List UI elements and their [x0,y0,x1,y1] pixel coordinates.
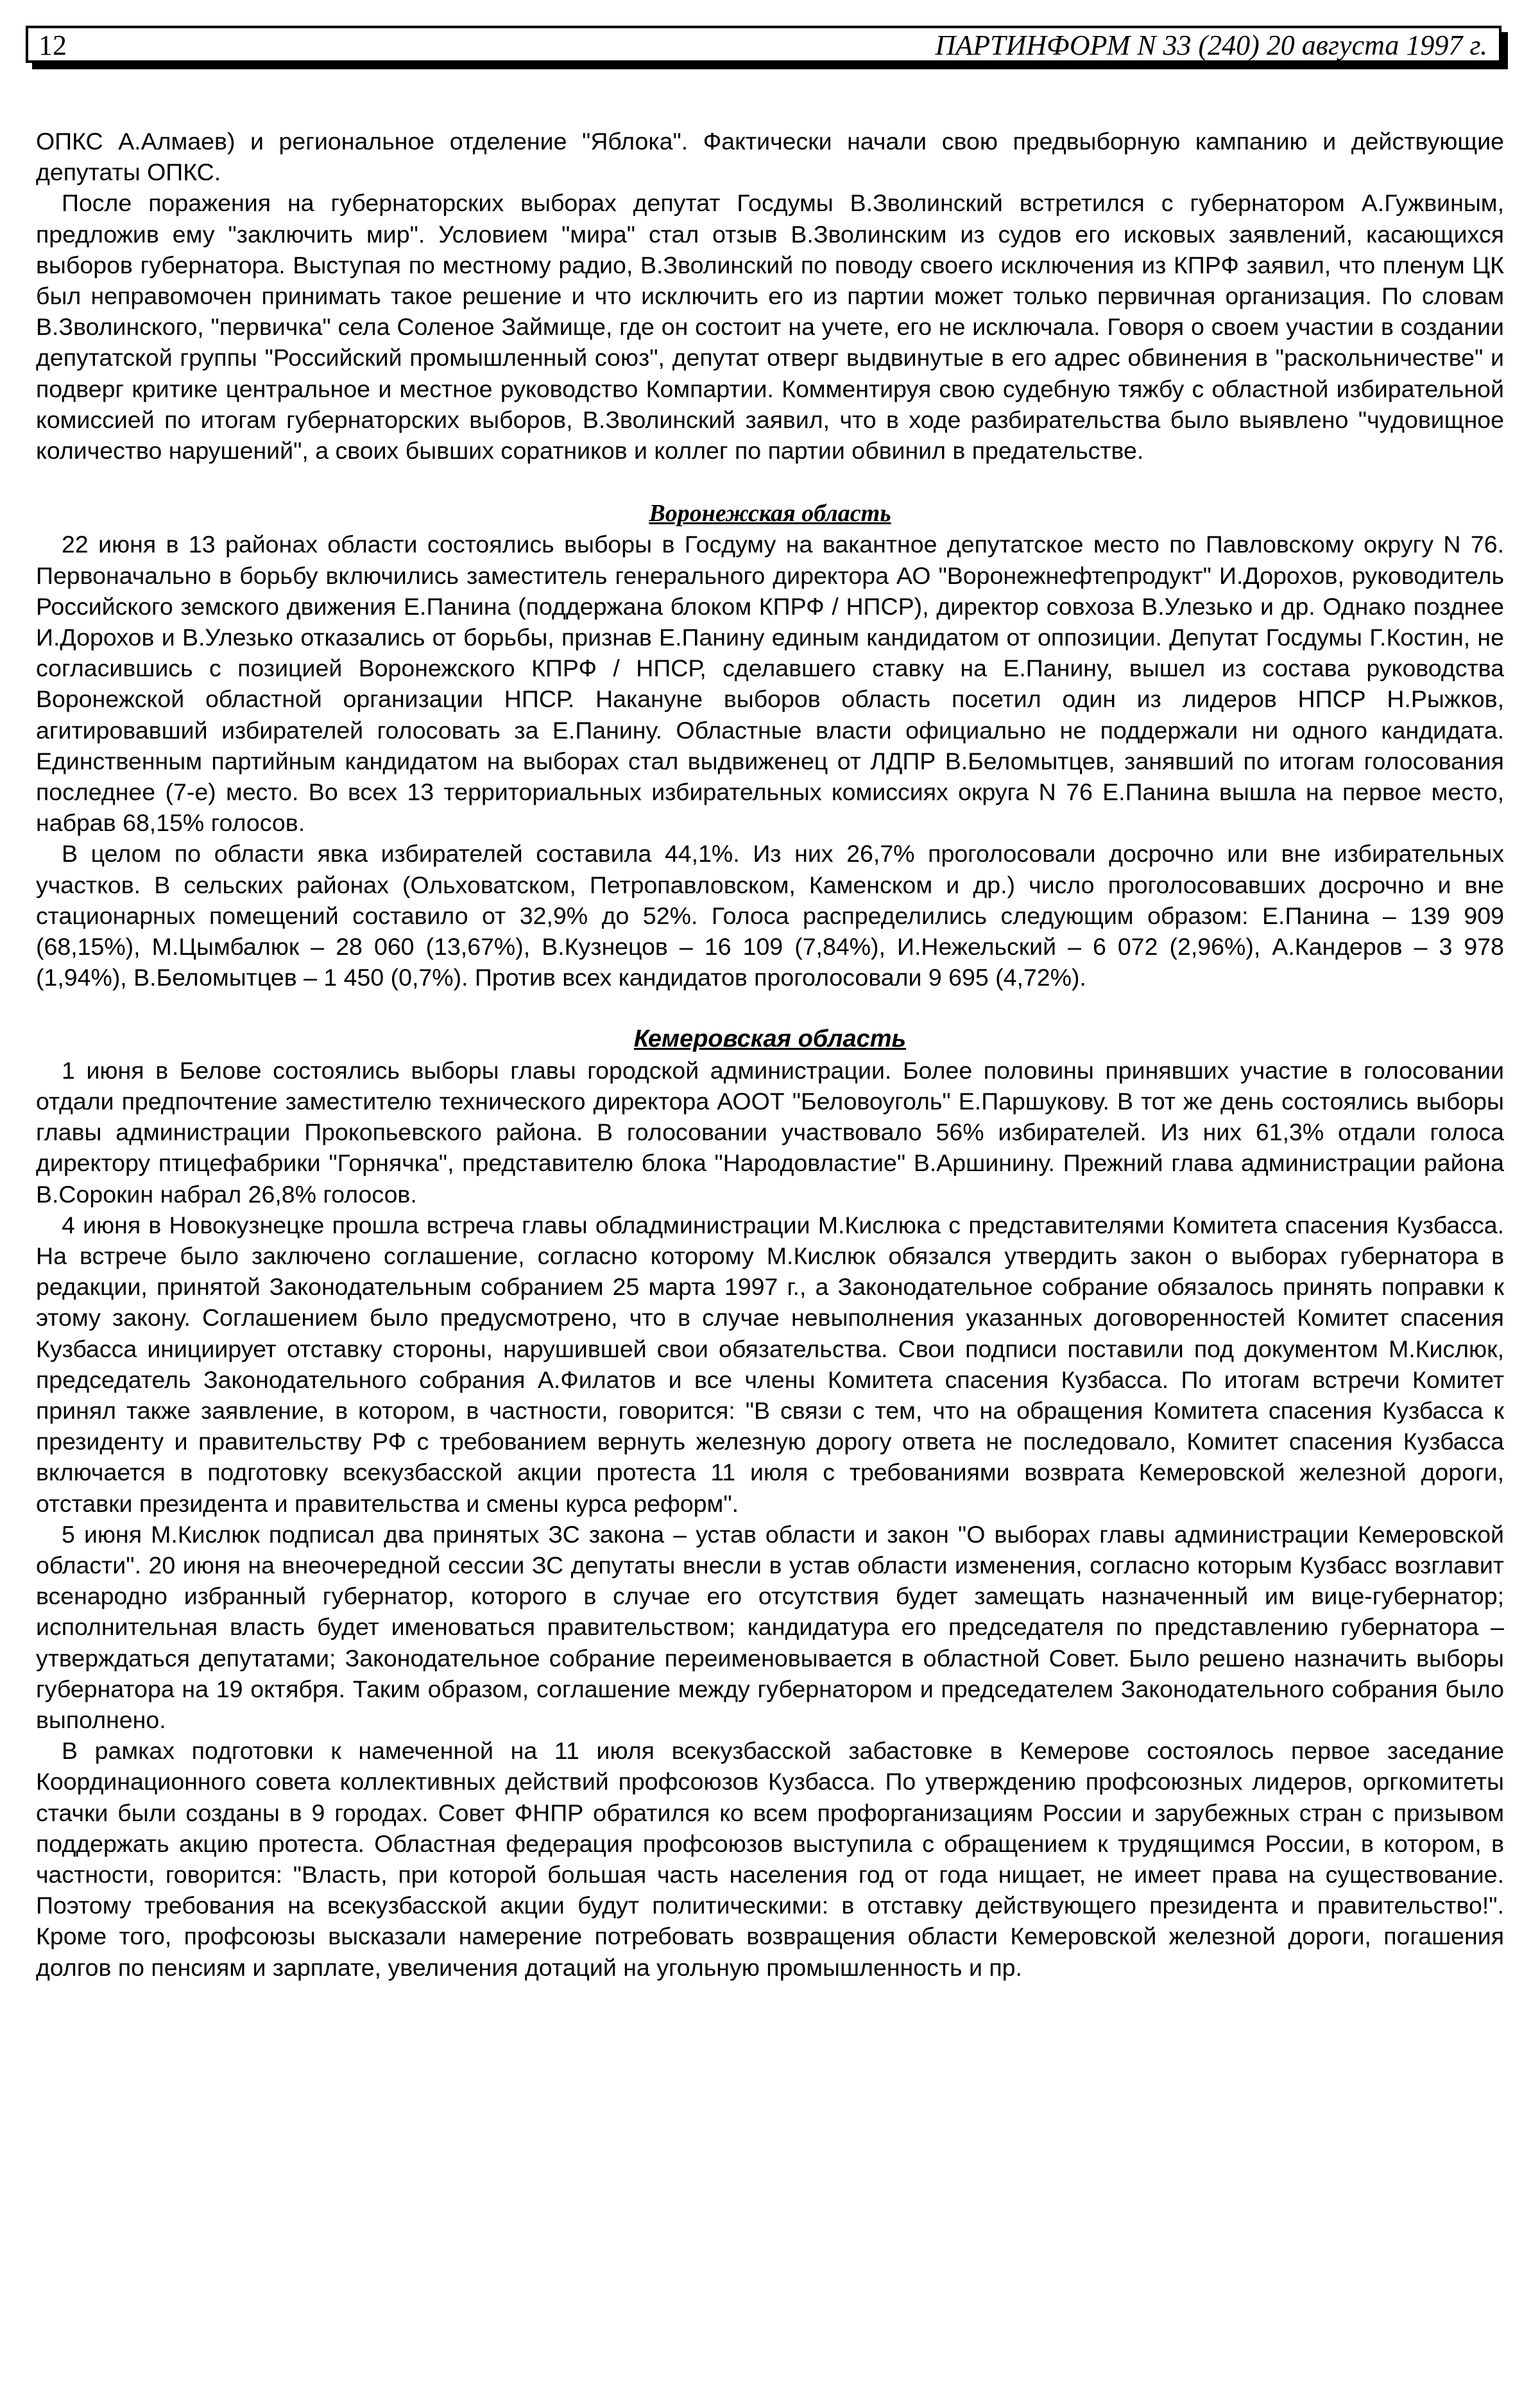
page-number: 12 [38,30,67,61]
article-body [36,126,1504,1983]
kemerovo-paragraph-2: 4 июня в Новокузнецке прошла встреча главы обладминистрации М.Кислюка с представителями Комитета спасения Кузбасса. На встрече было заключено соглашение, согласно которому М.Кислюк обязался утвердить закон о выборах губернатора в редакции, принятой Законодательным собранием 25 марта 1997 г., а Законодательное собрание обязалось принять поправки к этому закону. Соглашением было предусмотрено, что в случае невыполнения указанных договоренностей Комитет спасения Кузбасса инициирует отставку стороны, нарушившей свои обязательства. Свои подписи поставили под документом М.Кислюк, председатель Законодательного собрания А.Филатов и все члены Комитета спасения Кузбасса. По итогам встречи Комитет принял также заявление, в котором, в частности, говорится: "В связи с тем, что на обращения Комитета спасения Кузбасса к президенту и правительству РФ с требованием вернуть железную дорогу ответа не последовало, Комитет спасения Кузбасса включается в подготовку всекузбасской акции протеста 11 июля с требованиями возврата Кемеровской железной дороги, отставки президента и правительства и смены курса реформ". [36,1211,1504,1517]
kemerovo-paragraph-3: 5 июня М.Кислюк подписал два принятых ЗС закона – устав области и закон "О выборах главы администрации Кемеровской области". 20 июня на внеочередной сессии ЗС депутаты внесли в устав области изменения, согласно которым Кузбасс возглавит всенародно избранный губернатор, которого в случае его отсутствия будет замещать назначенный им вице-губернатор; исполнительная власть будет именоваться правительством; кандидатура его председателя по представлению губернатора – утверждаться депутатами; Законодательное собрание переименовывается в областной Совет. Было решено назначить выборы губернатора на 19 октября. Таким образом, соглашение между губернатором и председателем Законодательного собрания было выполнено. [36,1520,1504,1733]
section-heading-voronezh: Воронежская область [649,500,891,527]
publication-title: ПАРТИНФОРМ N 33 (240) 20 августа 1997 г. [935,30,1487,61]
kemerovo-paragraph-4: В рамках подготовки к намеченной на 11 июля всекузбасской забастовке в Кемерове состоялось первое заседание Координационного совета коллективных действий профсоюзов Кузбасса. По утверждению профсоюзных лидеров, оргкомитеты стачки были созданы в 9 городах. Совет ФНПР обратился ко всем профорганизациям России и зарубежных стран с призывом поддержать акцию протеста. Областная федерация профсоюзов выступила с обращением к трудящимся России, в котором, в частности, говорится: "Власть, при которой большая часть населения год от года нищает, не имеет права на существование. Поэтому требования на всекузбасской акции будут политическими: в отставку действующего президента и правительство!". Кроме того, профсоюзы высказали намерение потребовать возвращения области Кемеровской железной дороги, погашения долгов по пенсиям и зарплате, увеличения дотаций на угольную промышленность и пр. [36,1737,1504,1981]
section-heading-kemerovo: Кемеровская область [633,1025,907,1053]
voronezh-paragraph-1: 22 июня в 13 районах области состоялись выборы в Госдуму на вакантное депутатское место по Павловскому округу N 76. Первоначально в борьбу включились заместитель генерального директора АО "Воронежнефтепродукт" И.Дорохов, руководитель Российского земского движения Е.Панина (поддержана блоком КПРФ / НПСР), директор совхоза В.Улезько и др. Однако позднее И.Дорохов и В.Улезько отказались от борьбы, признав Е.Панину единым кандидатом от оппозиции. Депутат Госдумы Г.Костин, не согласившись с позицией Воронежского КПРФ / НПСР, сделавшего ставку на Е.Панину, вышел из состава руководства Воронежской областной организации НПСР. Накануне выборов область посетил один из лидеров НПСР Н.Рыжков, агитировавший избирателей голосовать за Е.Панину. Областные власти официально не поддержали ни одного кандидата. Единственным партийным кандидатом на выборах стал выдвиженец от ЛДПР В.Беломытцев, занявший по итогам голосования последнее (7-е) место. Во всех 13 территориальных избирательных комиссиях округа N 76 Е.Панина вышла на первое место, набрав 68,15% голосов. [36,531,1504,837]
kemerovo-paragraph-1: 1 июня в Белове состоялись выборы главы городской администрации. Более половины принявших участие в голосовании отдали предпочтение заместителю технического директора АООТ "Беловоуголь" Е.Паршукову. В тот же день состоялись выборы главы администрации Прокопьевского района. В голосовании участвовало 56% избирателей. Из них 61,3% отдали голоса директору птицефабрики "Горнячка", представителю блока "Народовластие" В.Аршинину. Прежний глава администрации района В.Сорокин набрал 26,8% голосов. [36,1056,1504,1208]
page-header [26,26,1502,63]
intro-paragraph-1: ОПКС А.Алмаев) и региональное отделение "Яблока". Фактически начали свою предвыборную кампанию и действующие депутаты ОПКС. [36,128,1504,186]
intro-paragraph-2: После поражения на губернаторских выборах депутат Госдумы В.Зволинский встретился с губернатором А.Гужвиным, предложив ему "заключить мир". Условием "мира" стал отзыв В.Зволинским из судов его исковых заявлений, касающихся выборов губернатора. Выступая по местному радио, В.Зволинский по поводу своего исключения из КПРФ заявил, что пленум ЦК был неправомочен принимать такое решение и что исключить его из партии может только первичная организация. По словам В.Зволинского, "первичка" села Соленое Займище, где он состоит на учете, его не исключала. Говоря о своем участии в создании депутатской группы "Российский промышленный союз", депутат отверг выдвинутые в его адрес обвинения в "раскольничестве" и подверг критике центральное и местное руководство Компартии. Комментируя свою судебную тяжбу с областной избирательной комиссией по итогам губернаторских выборов, В.Зволинский заявил, что в ходе разбирательства было выявлено "чудовищное количество нарушений", а своих бывших соратников и коллег по партии обвинил в предательстве. [36,189,1504,465]
voronezh-paragraph-2: В целом по области явка избирателей составила 44,1%. Из них 26,7% проголосовали досрочно или вне избирательных участков. В сельских районах (Ольховатском, Петропавловском, Каменском и др.) число проголосовавших досрочно и вне стационарных помещений составило от 32,9% до 52%. Голоса распределились следующим образом: Е.Панина – 139 909 (68,15%), М.Цымбалюк – 28 060 (13,67%), В.Кузнецов – 16 109 (7,84%), И.Нежельский – 6 072 (2,96%), А.Кандеров – 3 978 (1,94%), В.Беломытцев – 1 450 (0,7%). Против всех кандидатов проголосовали 9 695 (4,72%). [36,840,1504,991]
